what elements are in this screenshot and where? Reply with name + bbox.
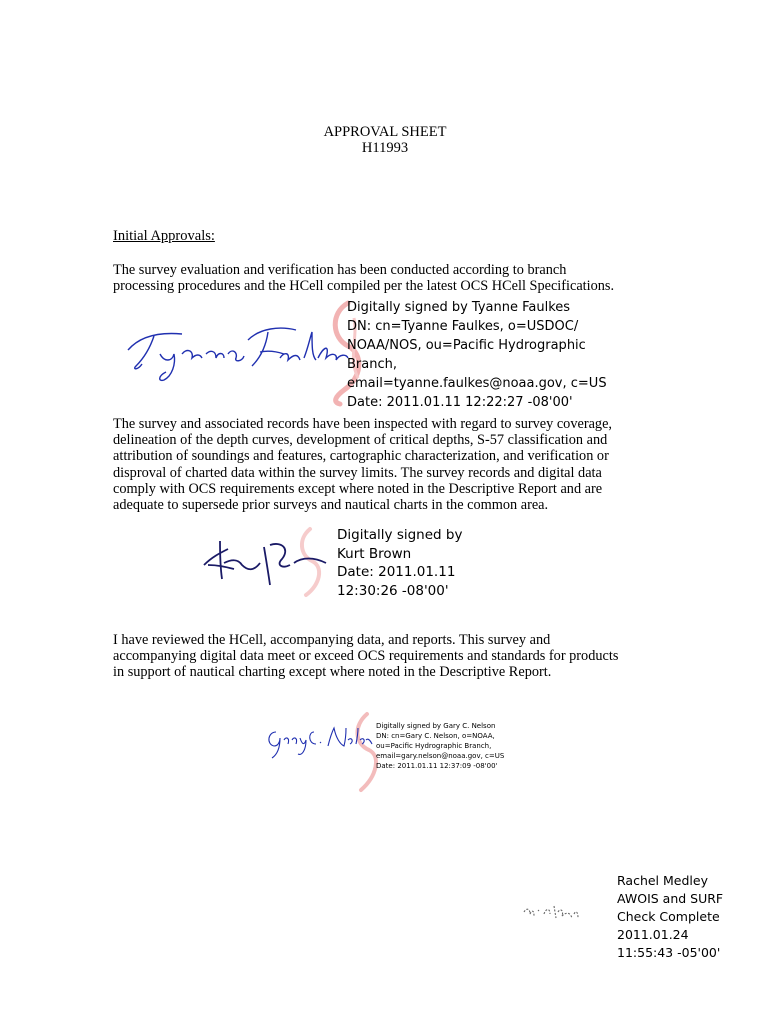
approval-sheet-title: APPROVAL SHEET bbox=[323, 124, 447, 140]
signature-line: Digitally signed by Gary C. Nelson bbox=[376, 722, 496, 730]
signature-line: Digitally signed by bbox=[337, 527, 463, 543]
paragraph-line: disproval of charted data within the survey limits. The survey records and digital data bbox=[113, 464, 602, 481]
signature-line: Date: 2011.01.11 12:22:27 -08'00' bbox=[347, 395, 573, 410]
signature-block-kurt-brown bbox=[337, 526, 462, 600]
paragraph-line: adequate to supersede prior surveys and nautical charts in the common area. bbox=[113, 497, 549, 514]
signature-line: DN: cn=Gary C. Nelson, o=NOAA, bbox=[376, 732, 495, 740]
paragraph-line: accompanying digital data meet or exceed OCS requirements and standards for products bbox=[113, 648, 619, 665]
paragraph-review bbox=[113, 632, 673, 681]
paragraph-inspection bbox=[113, 416, 673, 513]
paragraph-line: The survey and associated records have been inspected with regard to survey coverage, bbox=[113, 416, 612, 432]
signature-line: DN: cn=Tyanne Faulkes, o=USDOC/ bbox=[347, 319, 579, 334]
document-title bbox=[0, 124, 770, 156]
signature-line: 12:30:26 -08'00' bbox=[337, 582, 449, 599]
paragraph-line: The survey evaluation and verification has been conducted according to branch bbox=[113, 262, 567, 278]
paragraph-line: processing procedures and the HCell compiled per the latest OCS HCell Specifications. bbox=[113, 278, 615, 295]
signature-line: Kurt Brown bbox=[337, 545, 412, 562]
paragraph-line: attribution of soundings and features, cartographic characterization, and verification or bbox=[113, 448, 609, 465]
signature-line: NOAA/NOS, ou=Pacific Hydrographic bbox=[347, 338, 586, 353]
rachel-medley-signature bbox=[520, 898, 585, 933]
signature-line: 11:55:43 -05'00' bbox=[617, 945, 721, 960]
signature-line: Date: 2011.01.11 bbox=[337, 564, 456, 580]
paragraph-line: in support of nautical charting except where noted in the Descriptive Report. bbox=[113, 664, 552, 681]
kurt-brown-signature bbox=[198, 535, 333, 590]
signature-line: AWOIS and SURF bbox=[617, 891, 724, 906]
signature-line: Check Complete bbox=[617, 909, 720, 924]
survey-number: H11993 bbox=[361, 140, 409, 156]
gary-nelson-signature bbox=[262, 722, 374, 762]
signature-line: Rachel Medley bbox=[617, 873, 708, 888]
signature-block-rachel-medley bbox=[617, 872, 723, 962]
tyanne-faulkes-signature bbox=[120, 318, 360, 388]
signature-line: Digitally signed by Tyanne Faulkes bbox=[347, 300, 571, 315]
paragraph-line: delineation of the depth curves, development of critical depths, S-57 classification and bbox=[113, 432, 608, 449]
signature-line: Branch, bbox=[347, 357, 397, 372]
signature-line: Date: 2011.01.11 12:37:09 -08'00' bbox=[376, 762, 498, 770]
paragraph-line: comply with OCS requirements except where noted in the Descriptive Report and are bbox=[113, 480, 603, 497]
signature-line: 2011.01.24 bbox=[617, 927, 689, 942]
paragraph-line: I have reviewed the HCell, accompanying data, and reports. This survey and bbox=[113, 632, 551, 648]
signature-line: email=gary.nelson@noaa.gov, c=US bbox=[376, 752, 505, 760]
signature-line: email=tyanne.faulkes@noaa.gov, c=US bbox=[347, 376, 607, 391]
initial-approvals-heading: Initial Approvals: bbox=[113, 228, 215, 244]
signature-block-tyanne-faulkes bbox=[347, 298, 607, 412]
signature-block-gary-nelson bbox=[376, 721, 504, 771]
signature-line: ou=Pacific Hydrographic Branch, bbox=[376, 742, 492, 750]
paragraph-evaluation bbox=[113, 262, 673, 294]
